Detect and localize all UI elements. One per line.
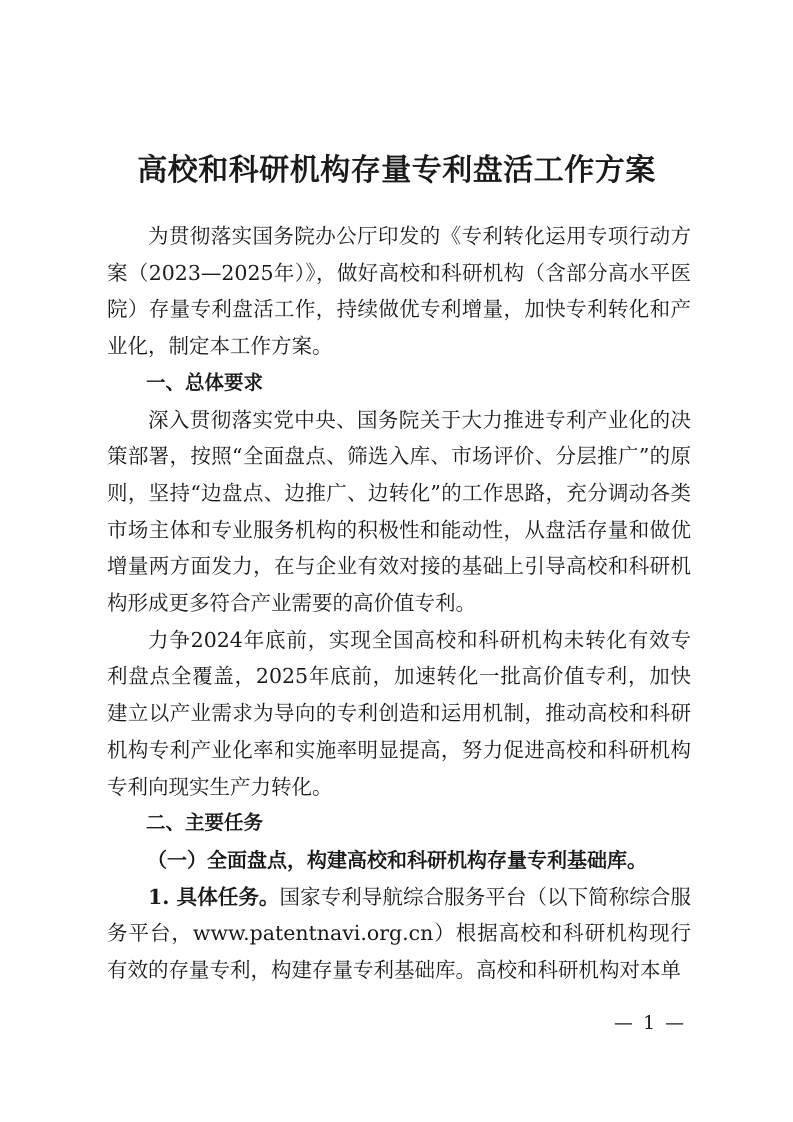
task-text: 国家专利导航综合服务平台（以下简称综合服务平台，www.patentnavi.org.cn）根据高校和科研机构现行有效的存量专利，构建存量专利基础库。高校和科研机构对本单 xyxy=(107,884,691,983)
task-paragraph xyxy=(107,879,691,989)
page-number: — 1 — xyxy=(613,1012,687,1034)
task-label: 1. 具体任务。 xyxy=(148,884,280,909)
section-heading-general-requirements: 一、总体要求 xyxy=(146,370,264,394)
subsection-heading-inventory: （一）全面盘点，构建高校和科研机构存量专利基础库。 xyxy=(147,847,647,872)
goals-paragraph: 力争2024年底前，实现全国高校和科研机构未转化有效专利盘点全覆盖，2025年底前，加速转化一批高价值专利，加快建立以产业需求为导向的专利创造和运用机制，推动高校和科研机构专利产业化率和实施率明显提高，努力促进高校和科研机构专利向现实生产力转化。 xyxy=(107,627,691,799)
general-requirements-paragraph: 深入贯彻落实党中央、国务院关于大力推进专利产业化的决策部署，按照“全面盘点、筛选入库、市场评价、分层推广”的原则，坚持“边盘点、边推广、边转化”的工作思路，充分调动各类市场主体和专业服务机构的积极性和能动性，从盘活存量和做优增量两方面发力，在与企业有效对接的基础上引导高校和科研机构形成更多符合产业需要的高价值专利。 xyxy=(107,407,691,616)
intro-paragraph: 为贯彻落实国务院办公厅印发的《专利转化运用专项行动方案（2023—2025年）》，做好高校和科研机构（含部分高水平医院）存量专利盘活工作，持续做优专利增量，加快专利转化和产业化，制定本工作方案。 xyxy=(107,224,691,359)
document-title: 高校和科研机构存量专利盘活工作方案 xyxy=(137,153,656,188)
section-heading-main-tasks: 二、主要任务 xyxy=(146,811,264,835)
document-body xyxy=(107,218,691,989)
